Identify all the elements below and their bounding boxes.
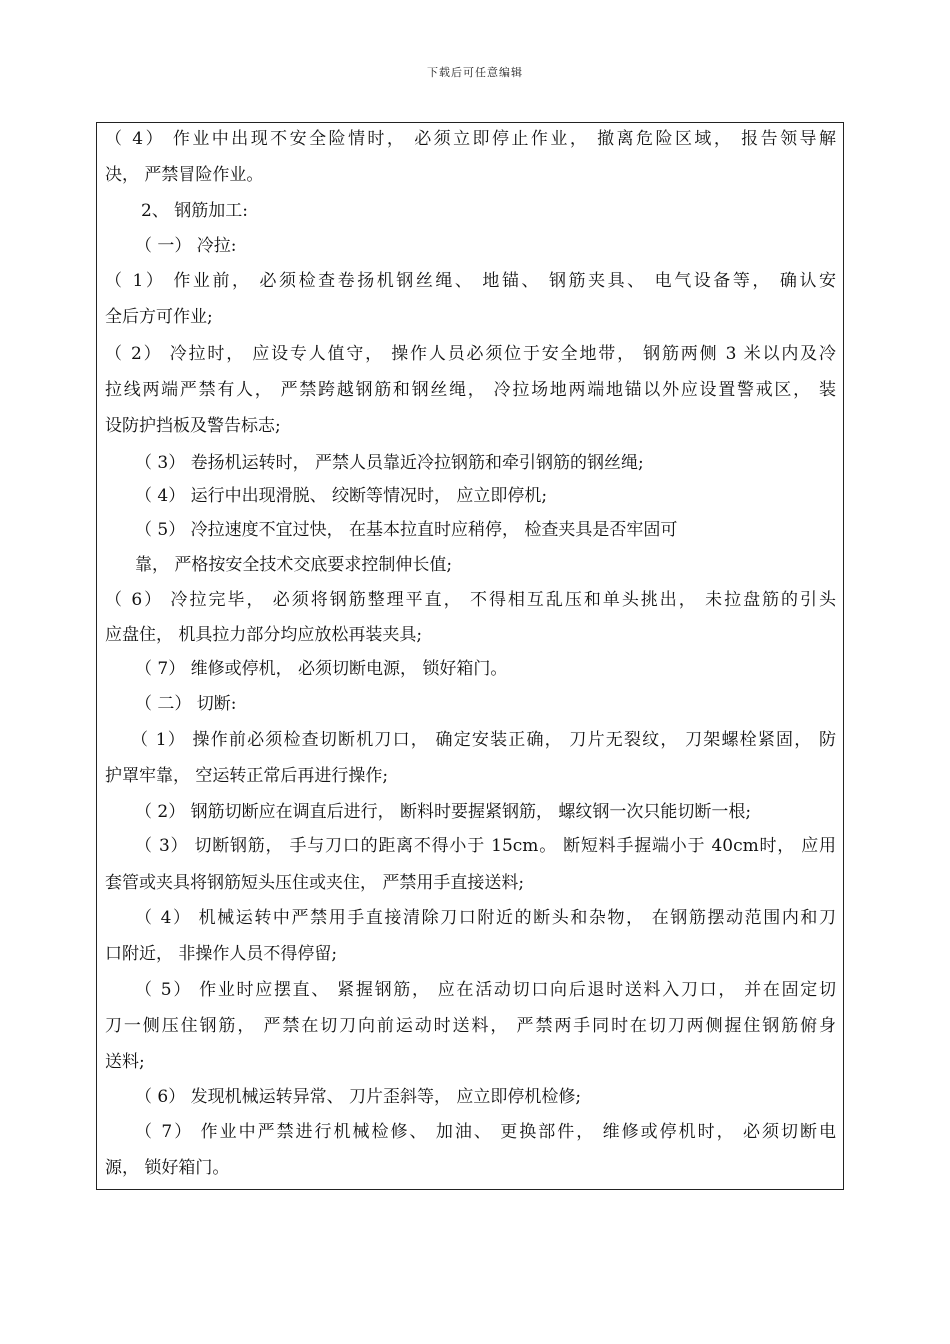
text-line: 设防护挡板及警告标志;	[105, 416, 281, 436]
text-line: 刀一侧压住钢筋， 严禁在切刀向前运动时送料， 严禁两手同时在切刀两侧握住钢筋俯身	[105, 1016, 836, 1036]
text-line: （ 3） 卷扬机运转时， 严禁人员靠近冷拉钢筋和牵引钢筋的钢丝绳;	[135, 453, 644, 473]
text-line: 拉线两端严禁有人， 严禁跨越钢筋和钢丝绳， 冷拉场地两端地锚以外应设置警戒区， 装	[105, 380, 836, 400]
text-line: 送料;	[105, 1052, 145, 1072]
text-line: （ 6） 发现机械运转异常、 刀片歪斜等， 应立即停机检修;	[135, 1087, 582, 1107]
text-line: （ 4） 机械运转中严禁用手直接清除刀口附近的断头和杂物， 在钢筋摆动范围内和刀	[135, 908, 836, 928]
section-heading: 2、 钢筋加工:	[141, 201, 248, 221]
text-line: （ 7） 作业中严禁进行机械检修、 加油、 更换部件， 维修或停机时， 必须切断电	[135, 1122, 836, 1142]
text-line: （ 5） 冷拉速度不宜过快， 在基本拉直时应稍停， 检查夹具是否牢固可	[135, 520, 678, 540]
text-line: （ 6） 冷拉完毕， 必须将钢筋整理平直， 不得相互乱压和单头挑出， 未拉盘筋的引头	[105, 590, 836, 610]
text-line: （ 3） 切断钢筋， 手与刀口的距离不得小于 15cm。 断短料手握端小于 40cm时， 应用	[135, 836, 836, 856]
text-line: （ 4） 作业中出现不安全险情时， 必须立即停止作业， 撤离危险区域， 报告领导解	[105, 129, 836, 149]
text-line: （ 7） 维修或停机， 必须切断电源， 锁好箱门。	[135, 659, 508, 679]
page-header: 下载后可任意编辑	[427, 66, 523, 79]
text-line: （ 1） 操作前必须检查切断机刀口， 确定安装正确， 刀片无裂纹， 刀架螺栓紧固， 防	[131, 730, 836, 750]
text-line: （ 2） 冷拉时， 应设专人值守， 操作人员必须位于安全地带， 钢筋两侧 3 米以内及冷	[105, 344, 836, 364]
content-box	[96, 122, 844, 1190]
text-line: （ 2） 钢筋切断应在调直后进行， 断料时要握紧钢筋， 螺纹钢一次只能切断一根;	[135, 802, 752, 822]
text-line: 口附近， 非操作人员不得停留;	[105, 944, 338, 964]
text-line: 决， 严禁冒险作业。	[105, 165, 264, 185]
text-line: 应盘住， 机具拉力部分均应放松再装夹具;	[105, 625, 423, 645]
subsection-heading: （ 一） 冷拉:	[135, 236, 237, 256]
text-line: 套管或夹具将钢筋短头压住或夹住， 严禁用手直接送料;	[105, 873, 525, 893]
text-line: 全后方可作业;	[105, 307, 213, 327]
subsection-heading: （ 二） 切断:	[135, 694, 237, 714]
text-line: 靠， 严格按安全技术交底要求控制伸长值;	[135, 555, 453, 575]
text-line: （ 1） 作业前， 必须检查卷扬机钢丝绳、 地锚、 钢筋夹具、 电气设备等， 确认安	[105, 271, 836, 291]
text-line: 源， 锁好箱门。	[105, 1158, 230, 1178]
text-line: （ 4） 运行中出现滑脱、 绞断等情况时， 应立即停机;	[135, 486, 548, 506]
text-line: （ 5） 作业时应摆直、 紧握钢筋， 应在活动切口向后退时送料入刀口， 并在固定切	[135, 980, 836, 1000]
text-line: 护罩牢靠， 空运转正常后再进行操作;	[105, 766, 389, 786]
